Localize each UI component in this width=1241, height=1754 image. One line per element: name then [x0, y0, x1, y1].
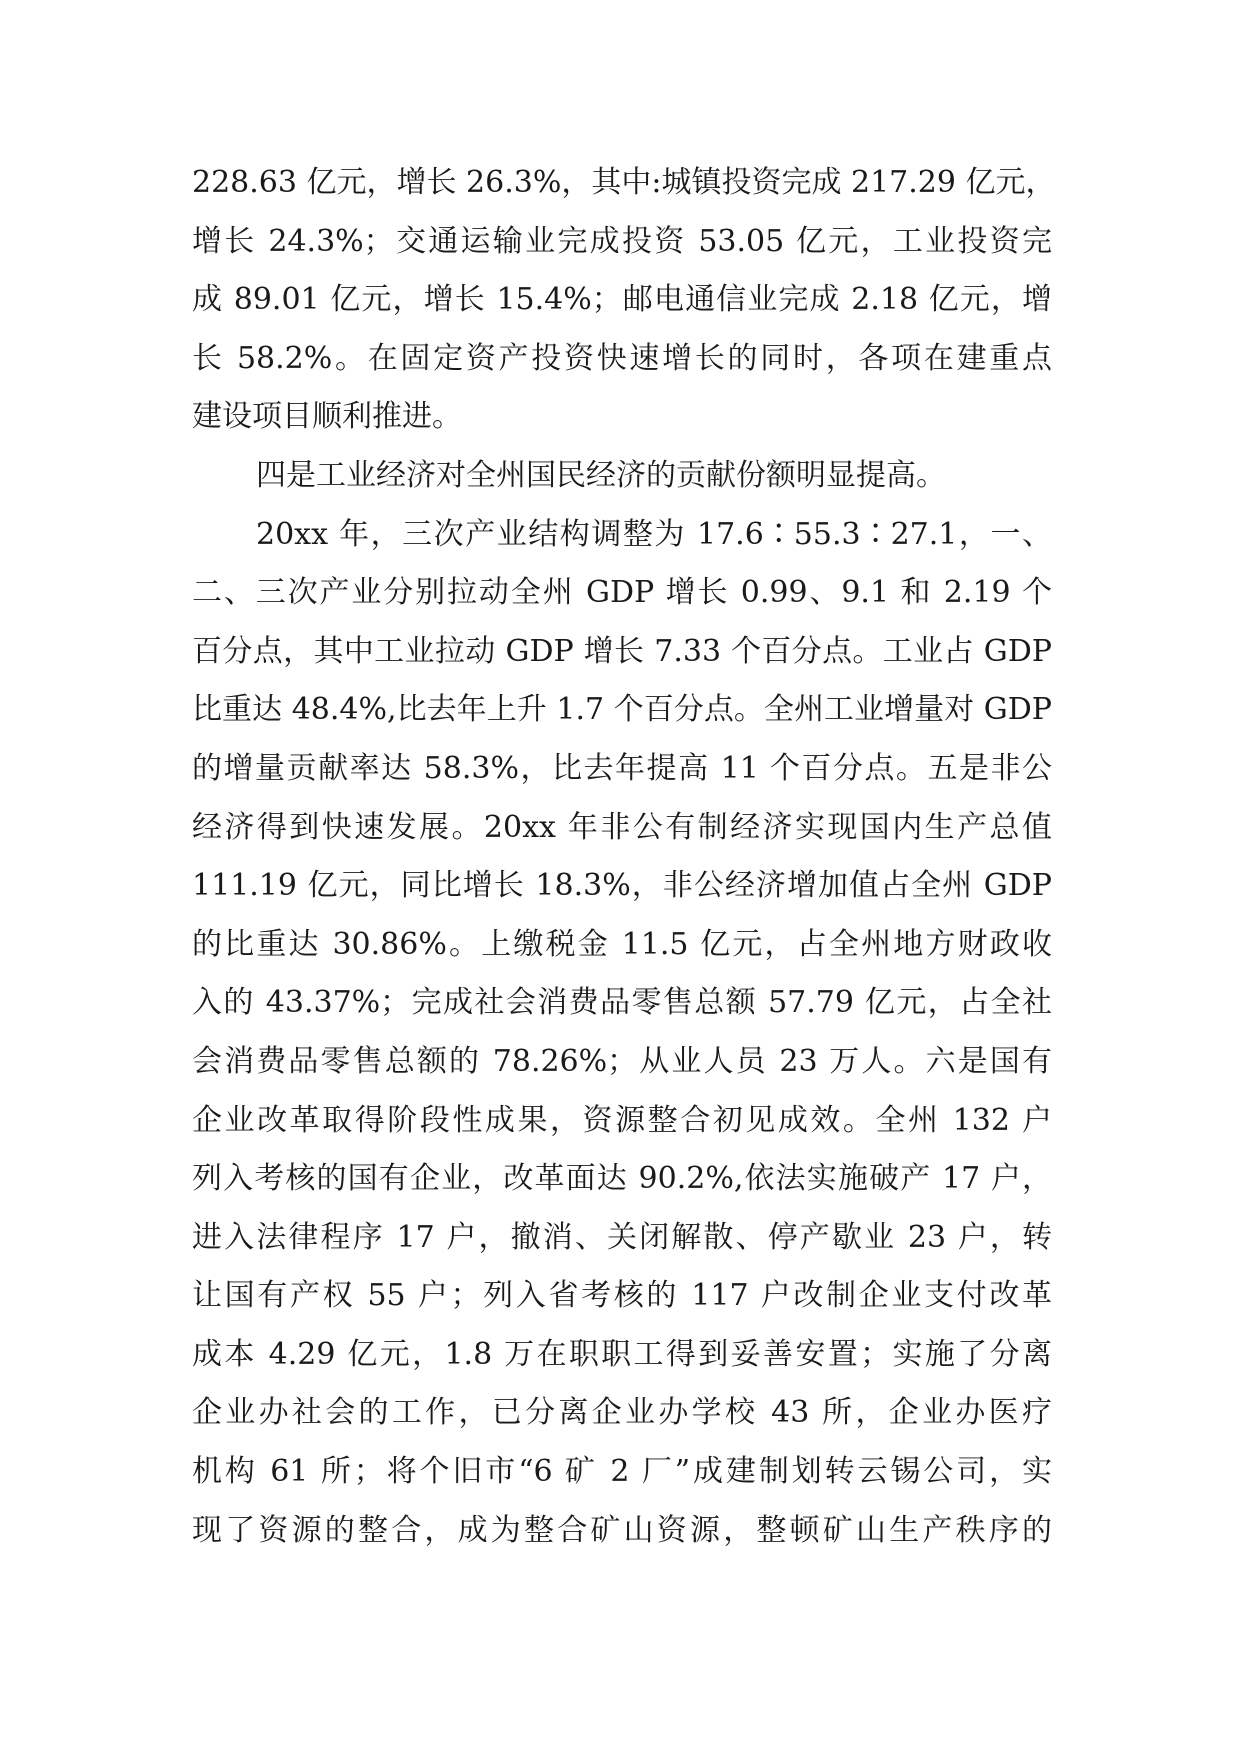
text-line: 企业办社会的工作，已分离企业办学校 43 所，企业办医疗 [192, 1395, 1052, 1431]
text-line: 列入考核的国有企业，改革面达 90.2%,依法实施破产 17 户， [192, 1161, 1052, 1197]
text-line: 经济得到快速发展。20xx 年非公有制经济实现国内生产总值 [192, 809, 1052, 845]
text-line: 增长 24.3%；交通运输业完成投资 53.05 亿元，工业投资完 [192, 223, 1052, 259]
body-text [192, 154, 1056, 1560]
text-line: 会消费品零售总额的 78.26%；从业人员 23 万人。六是国有 [192, 1043, 1052, 1079]
text-line: 成本 4.29 亿元，1.8 万在职职工得到妥善安置；实施了分离 [192, 1336, 1052, 1372]
text-line: 长 58.2%。在固定资产投资快速增长的同时，各项在建重点 [192, 340, 1052, 376]
text-line: 建设项目顺利推进。 [192, 399, 462, 435]
text-line: 比重达 48.4%,比去年上升 1.7 个百分点。全州工业增量对 GDP [192, 692, 1052, 728]
text-line: 现了资源的整合，成为整合矿山资源，整顿矿山生产秩序的 [192, 1512, 1052, 1548]
text-line: 的比重达 30.86%。上缴税金 11.5 亿元，占全州地方财政收 [192, 926, 1052, 962]
text-line: 让国有产权 55 户；列入省考核的 117 户改制企业支付改革 [192, 1278, 1052, 1314]
text-line: 的增量贡献率达 58.3%，比去年提高 11 个百分点。五是非公 [192, 750, 1052, 786]
text-line: 四是工业经济对全州国民经济的贡献份额明显提高。 [256, 457, 946, 493]
text-line: 百分点，其中工业拉动 GDP 增长 7.33 个百分点。工业占 GDP [192, 633, 1052, 669]
text-line: 进入法律程序 17 户，撤消、关闭解散、停产歇业 23 户，转 [192, 1219, 1052, 1255]
text-line: 机构 61 所；将个旧市“6 矿 2 厂”成建制划转云锡公司，实 [192, 1454, 1052, 1490]
text-line: 111.19 亿元，同比增长 18.3%，非公经济增加值占全州 GDP [192, 868, 1052, 904]
text-line: 入的 43.37%；完成社会消费品零售总额 57.79 亿元，占全社 [192, 985, 1052, 1021]
text-line: 二、三次产业分别拉动全州 GDP 增长 0.99、9.1 和 2.19 个 [192, 575, 1052, 611]
text-line: 企业改革取得阶段性成果，资源整合初见成效。全州 132 户 [192, 1102, 1052, 1138]
text-line: 228.63 亿元，增长 26.3%，其中:城镇投资完成 217.29 亿元， [192, 165, 1056, 200]
text-line: 20xx 年，三次产业结构调整为 17.6∶55.3∶27.1，一、 [256, 516, 1052, 552]
text-line: 成 89.01 亿元，增长 15.4%；邮电通信业完成 2.18 亿元，增 [192, 282, 1052, 318]
